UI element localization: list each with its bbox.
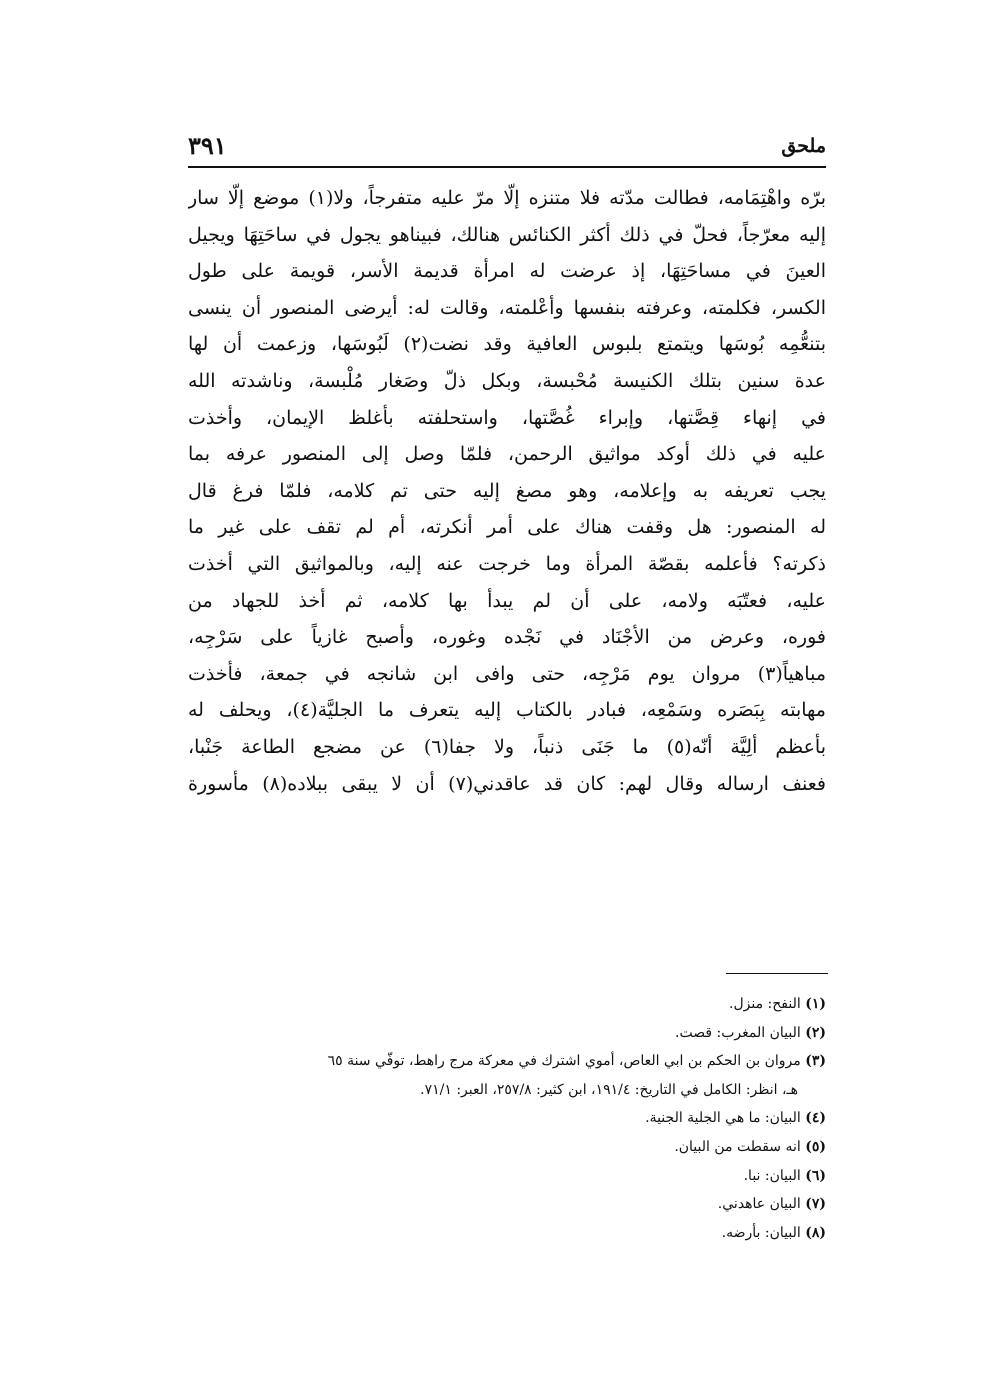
- text-line: بتنعُّمِه بُوسَها ويتمتع بلبوس العافية وقد نضت(٢) لَبُوسَها، وزعمت أن لها: [188, 333, 826, 356]
- footnote-continuation: [188, 1076, 826, 1105]
- text-line: العينَ في مساحَتِهَا، إذ عرضت له امرأة قديمة الأسر، قويمة على طول: [188, 260, 826, 283]
- text-line: عليه، فعتّبَه ولامه، على أن لم يبدأ بها كلامه، ثم أخذ للجهاد من: [188, 589, 826, 612]
- main-text: [188, 180, 826, 802]
- footnote-text: انه سقطت من البيان.: [674, 1138, 801, 1155]
- text-line: عليه في ذلك أوكد مواثيق الرحمن، فلمّا وصل إلى المنصور عرفه بما: [188, 443, 826, 466]
- footnote-number: (٤): [805, 1110, 826, 1127]
- footnote-text: البيان: بأرضه.: [721, 1224, 801, 1241]
- text-line: فوره، وعرض من الأجْنَاد في نَجْده وغوره، وأصبح غازياً على سَرْجِه،: [188, 626, 826, 649]
- text-line: عدة سنين بتلك الكنيسة مُحْبسة، وبكل ذلّ وصَغار مُلْبسة، وناشدته الله: [188, 369, 826, 392]
- footnote-number: (١): [805, 996, 826, 1012]
- footnote: [188, 990, 826, 1019]
- footnote-text: البيان المغرب: قصت.: [675, 1024, 801, 1041]
- text-line: الكسر، فكلمته، وعرفته بنفسها وأعْلمته، وقالت له: أيرضى المنصور أن ينسى: [188, 296, 826, 319]
- text-line: مباهياً(٣) مروان يوم مَرْجِه، حتى وافى ابن شانجه في جمعة، فأخذت: [188, 662, 826, 685]
- footnote-separator: [726, 973, 828, 974]
- footnote-text: البيان عاهدني.: [717, 1196, 801, 1213]
- text-line: إليه معرّجاً، فحلّ في ذلك أكثر الكنائس هنالك، فبيناهو يجول في ساحَتِهَا ويجيل: [188, 223, 826, 246]
- page-header: [188, 128, 826, 164]
- footnote-number: (٦): [805, 1167, 826, 1184]
- text-line: له المنصور: هل وقفت هناك على أمر أنكرته، أم لم تقف على غير ما: [188, 516, 826, 539]
- text-line: في إنهاء قِصَّتها، وإبراء غُصَّتها، واستحلفته بأغلظ الإيمان، وأخذت: [188, 406, 826, 429]
- footnote-text: البيان: نبا.: [743, 1167, 801, 1184]
- footnote-number: (٢): [805, 1024, 826, 1041]
- footnote: [188, 1190, 826, 1219]
- footnote-number: (٧): [805, 1196, 826, 1213]
- header-rule: [188, 166, 826, 168]
- text-line: برّه واهْتِمَامه، فطالت مدّته فلا متنزه إلّا مرّ عليه متفرجاً، ولا(١) موضع إلّا سار: [188, 187, 826, 209]
- footnote-text: النفح: منزل.: [729, 996, 801, 1012]
- footnote: [188, 1133, 826, 1162]
- footnote-text: البيان: ما هي الجلية الجنية.: [645, 1110, 801, 1127]
- footnote-text: مروان بن الحكم بن ابي العاص، أموي اشترك في معركة مرج راهط، توفّي سنة ٦٥: [327, 1053, 801, 1070]
- footnote: [188, 1047, 826, 1076]
- text-line: فعنف ارساله وقال لهم: كان قد عاقدني(٧) أن لا يبقى ببلاده(٨) مأسورة: [188, 772, 826, 795]
- footnote-text: هـ، انظر: الكامل في التاريخ: ١٩١/٤، ابن كثير: ٢٥٧/٨، العبر: ٧١/١.: [420, 1081, 798, 1098]
- footnote-number: (٨): [805, 1224, 826, 1241]
- footnote-number: (٣): [805, 1053, 826, 1070]
- footnote-number: (٥): [805, 1138, 826, 1155]
- text-line: ذكرته؟ فأعلمه بقصّة المرأة وما خرجت عنه إليه، وبالمواثيق التي أخذت: [188, 552, 826, 575]
- footnote: [188, 1162, 826, 1191]
- footnote: [188, 1104, 826, 1133]
- footnotes: [188, 990, 826, 1247]
- footnote: [188, 1019, 826, 1048]
- footnote: [188, 1219, 826, 1248]
- page-number: ٣٩١: [188, 131, 227, 160]
- running-title: ملحق: [781, 135, 826, 157]
- text-line: بأعظم ألِيَّة أنّه(٥) ما جَنَى ذنباً، ولا جفا(٦) عن مضجع الطاعة جَنْبا،: [188, 735, 826, 758]
- text-line: مهابته بِبَصَره وسَمْعِه، فبادر بالكتاب إليه يتعرف ما الجليَّة(٤)، ويحلف له: [188, 699, 826, 722]
- text-line: يجب تعريفه به وإعلامه، وهو مصغ إليه حتى تم كلامه، فلمّا فرغ قال: [188, 479, 826, 502]
